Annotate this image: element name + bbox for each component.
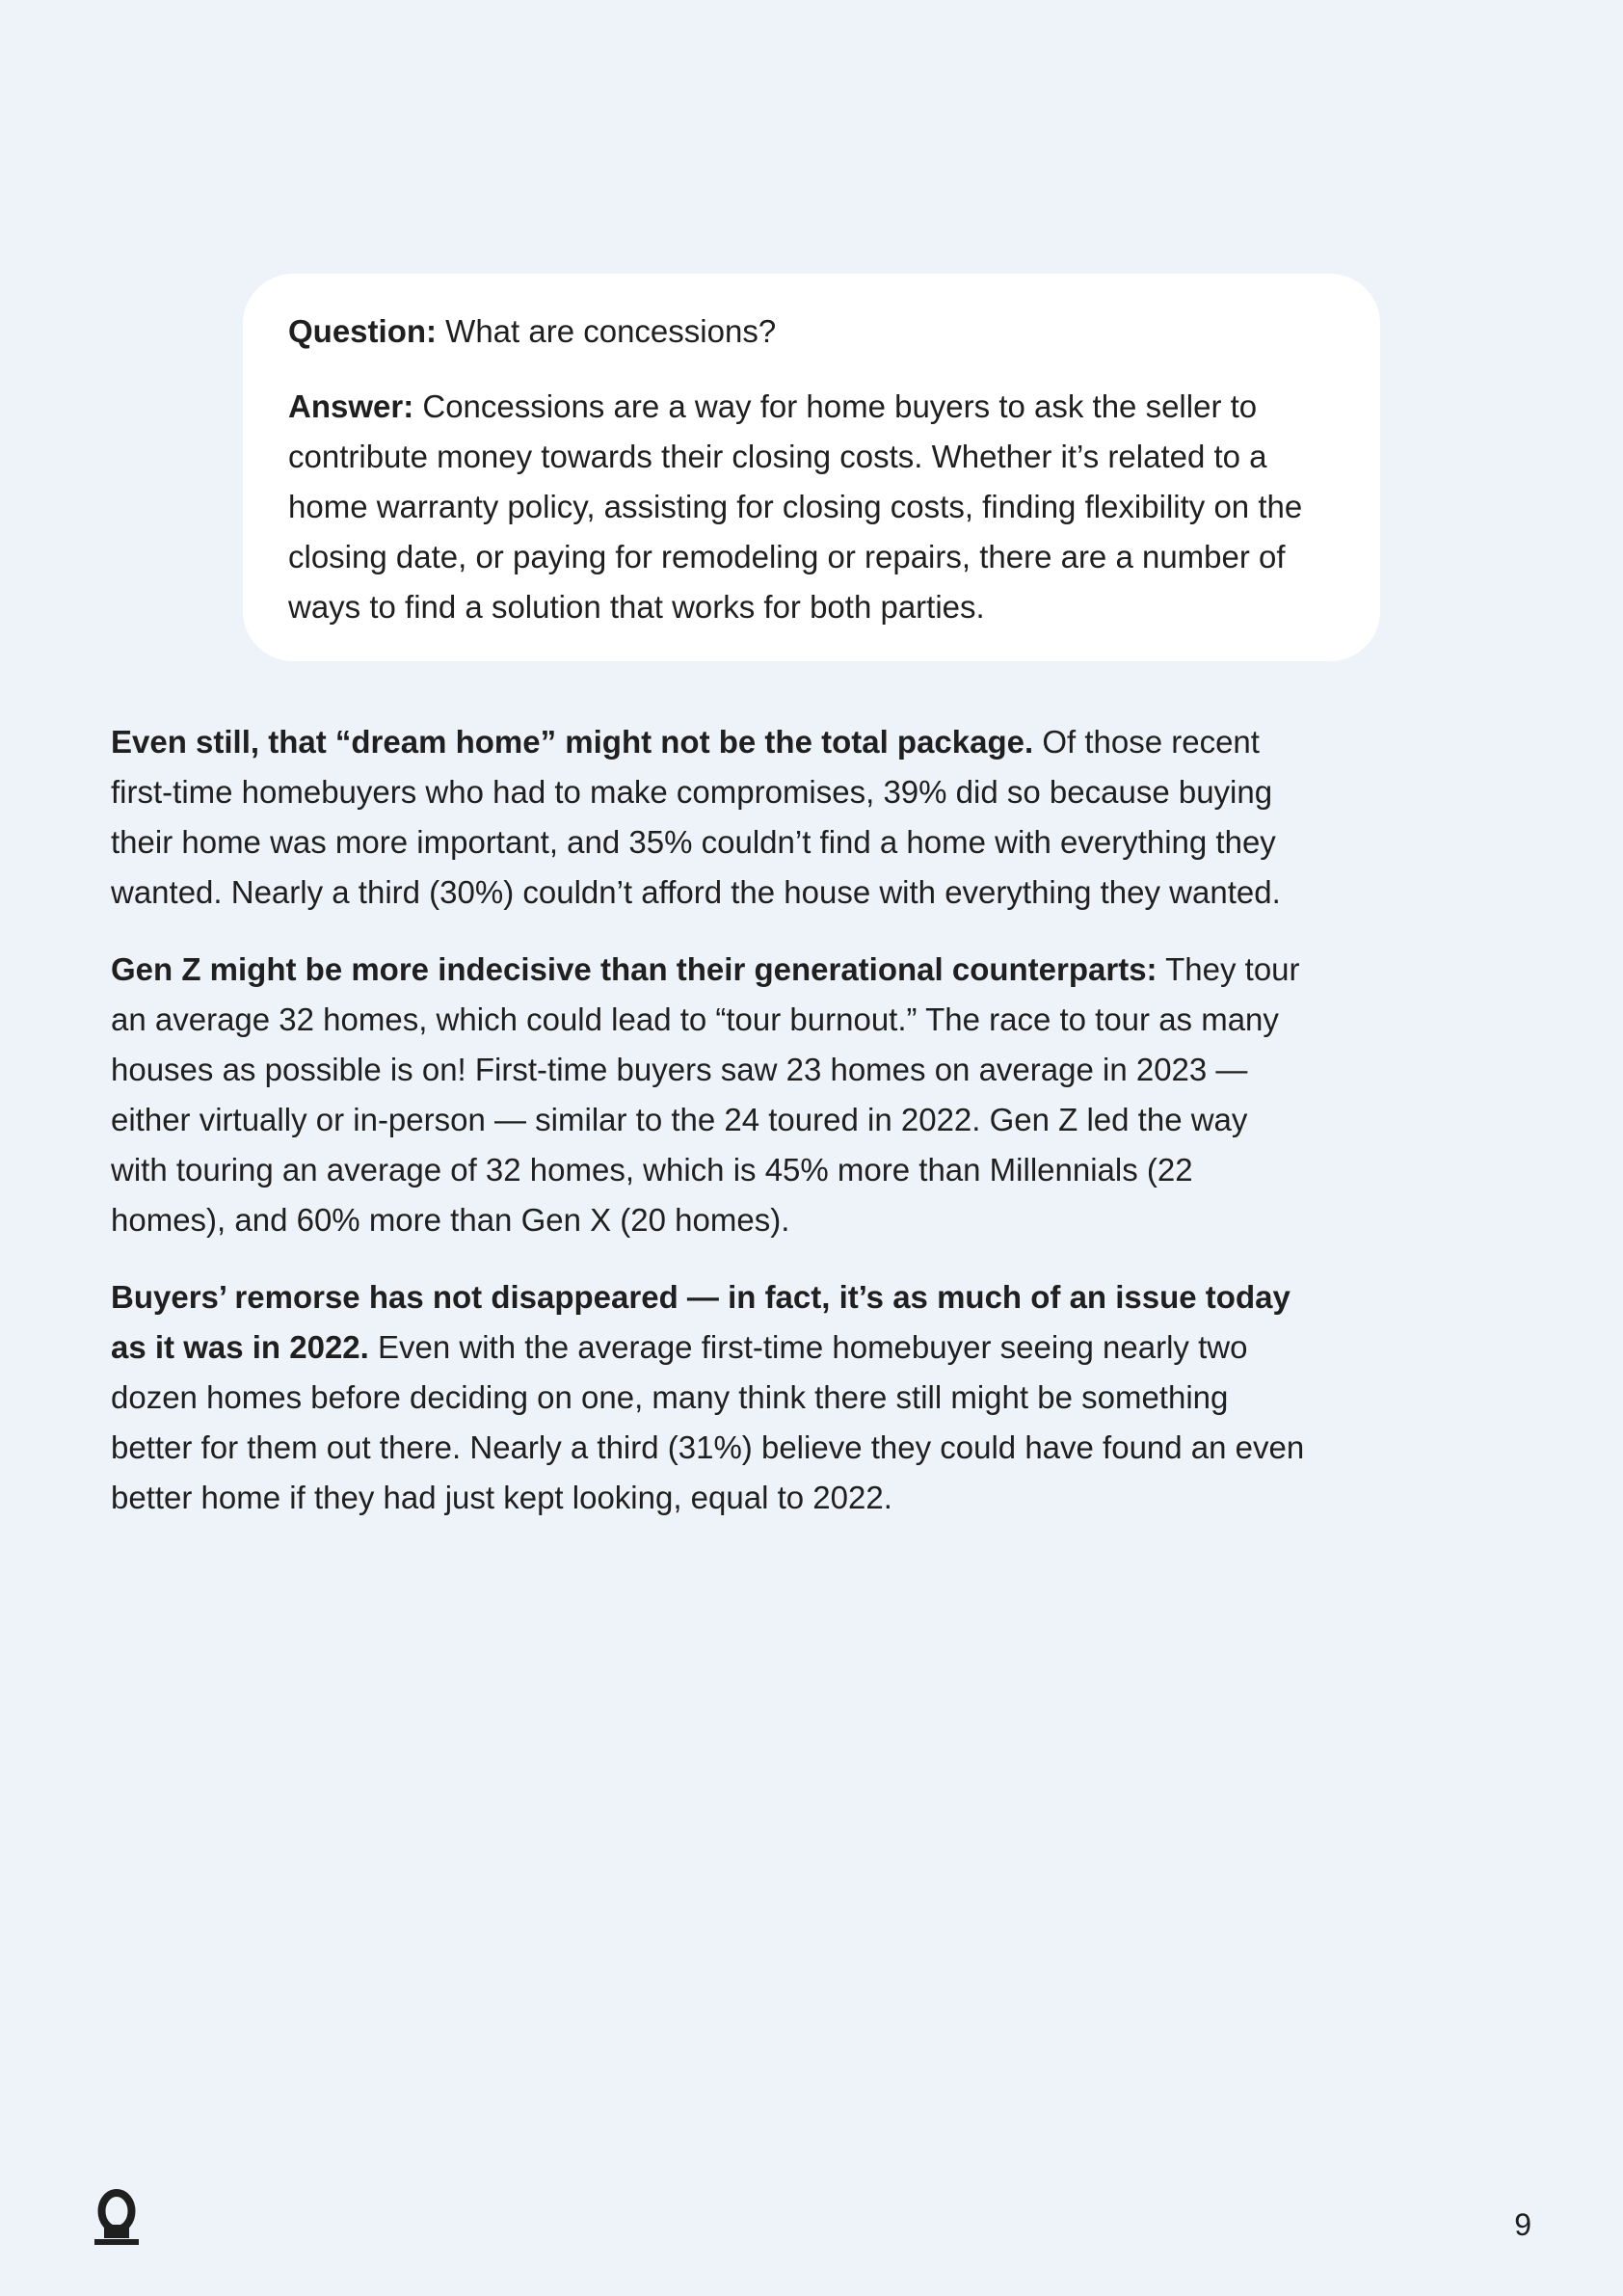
paragraph-lead: Even still, that “dream home” might not be the total package. bbox=[111, 724, 1034, 760]
question-line bbox=[288, 307, 1334, 357]
paragraph-gen-z bbox=[111, 945, 1306, 1245]
paragraph-dream-home bbox=[111, 717, 1306, 918]
paragraph-body: Even with the average first-time homebuyer seeing nearly two dozen homes before deciding on one, many think there still might be something better for them out there. Nearly a third (31%) believe they could have found an even better home if they had just kept looking, equal to 2022. bbox=[111, 1329, 1305, 1515]
page-number: 9 bbox=[1514, 2207, 1531, 2242]
answer-text: Concessions are a way for home buyers to ask the seller to contribute money towards their closing costs. Whether it’s related to a home warranty policy, assisting for closing costs, finding flexibility on the closing date, or paying for remodeling or repairs, there are a number of ways to find a solution that works for both parties. bbox=[288, 388, 1303, 625]
paragraph-buyers-remorse bbox=[111, 1272, 1306, 1523]
body-text bbox=[111, 717, 1306, 1550]
paragraph-lead: Buyers’ remorse has not disappeared — in fact, it’s as much of an issue today as it was in 2022. bbox=[111, 1279, 1290, 1365]
opendoor-logo-icon bbox=[94, 2188, 139, 2248]
answer-label: Answer: bbox=[288, 388, 414, 424]
qa-callout-card bbox=[243, 274, 1380, 661]
paragraph-body: They tour an average 32 homes, which could lead to “tour burnout.” The race to tour as many houses as possible is on! First-time buyers saw 23 homes on average in 2023 — either virtually or in-person — similar to the 24 toured in 2022. Gen Z led the way with touring an average of 32 homes, which is 45% more than Millennials (22 homes), and 60% more than Gen X (20 homes). bbox=[111, 951, 1300, 1238]
answer-line bbox=[288, 382, 1334, 632]
question-label: Question: bbox=[288, 313, 437, 349]
paragraph-lead: Gen Z might be more indecisive than their generational counterparts: bbox=[111, 951, 1157, 987]
question-text: What are concessions? bbox=[445, 313, 777, 349]
paragraph-body: Of those recent first-time homebuyers who had to make compromises, 39% did so because buying their home was more important, and 35% couldn’t find a home with everything they wanted. Nearly a third (30%) couldn’t afford the house with everything they wanted. bbox=[111, 724, 1281, 910]
